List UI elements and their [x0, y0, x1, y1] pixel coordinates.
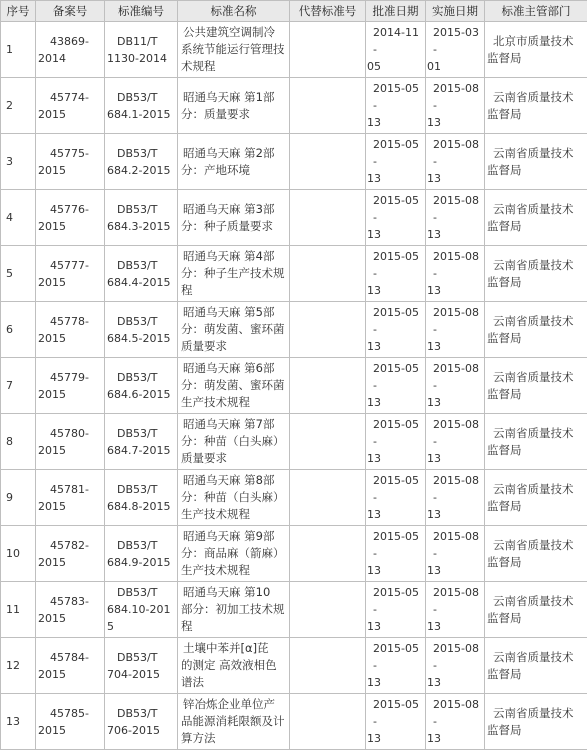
record-number-bottom: 2015	[38, 108, 66, 121]
cell-approval-date	[366, 246, 426, 302]
implementation-date-top: 2015-08-	[427, 640, 481, 674]
department-top: 云南省质量技术	[487, 705, 584, 722]
standard-name-bottom: 分：萌发菌、蜜环菌生产技术规程	[181, 378, 285, 409]
cell-replaced-standard	[290, 134, 366, 190]
table-row	[1, 694, 587, 750]
department-bottom: 监督局	[487, 219, 522, 233]
seq-text: 13	[6, 715, 20, 728]
seq-text: 6	[6, 323, 13, 336]
department-top: 云南省质量技术	[487, 481, 584, 498]
record-number-top: 45776-	[38, 201, 101, 218]
cell-department	[485, 582, 587, 638]
cell-seq	[1, 582, 36, 638]
cell-standard-name	[178, 22, 290, 78]
standard-name-top: 昭通乌天麻 第8部	[181, 472, 286, 489]
implementation-date-top: 2015-08-	[427, 472, 481, 506]
record-number-bottom: 2015	[38, 556, 66, 569]
approval-date-top: 2015-05-	[367, 80, 422, 114]
standard-number-bottom: 704-2015	[107, 668, 160, 681]
implementation-date-top: 2015-08-	[427, 416, 481, 450]
implementation-date-bottom: 13	[427, 508, 441, 521]
approval-date-bottom: 13	[367, 228, 381, 241]
record-number-top: 45775-	[38, 145, 101, 162]
standard-name-bottom: 分：质量要求	[181, 107, 250, 121]
cell-replaced-standard	[290, 78, 366, 134]
table-row	[1, 302, 587, 358]
table-body	[1, 22, 587, 750]
standard-number-bottom: 684.9-2015	[107, 556, 170, 569]
record-number-bottom: 2015	[38, 668, 66, 681]
standard-number-bottom: 684.4-2015	[107, 276, 170, 289]
cell-standard-name	[178, 302, 290, 358]
implementation-date-top: 2015-03-	[427, 24, 481, 58]
record-number-top: 45777-	[38, 257, 101, 274]
standard-number-top: DB53/T	[107, 257, 174, 274]
standard-number-top: DB53/T	[107, 369, 174, 386]
cell-replaced-standard	[290, 470, 366, 526]
cell-standard-number	[105, 246, 178, 302]
cell-implementation-date	[426, 246, 485, 302]
standard-number-top: DB53/T	[107, 537, 174, 554]
standard-number-bottom: 684.8-2015	[107, 500, 170, 513]
cell-approval-date	[366, 134, 426, 190]
standard-number-bottom: 706-2015	[107, 724, 160, 737]
record-number-top: 45774-	[38, 89, 101, 106]
cell-standard-number	[105, 190, 178, 246]
cell-approval-date	[366, 358, 426, 414]
cell-department	[485, 246, 587, 302]
cell-implementation-date	[426, 694, 485, 750]
table-row	[1, 78, 587, 134]
cell-seq	[1, 134, 36, 190]
cell-implementation-date	[426, 414, 485, 470]
approval-date-top: 2015-05-	[367, 192, 422, 226]
approval-date-bottom: 13	[367, 452, 381, 465]
standard-name-bottom: 部分：初加工技术规程	[181, 602, 285, 633]
standard-number-bottom: 684.2-2015	[107, 164, 170, 177]
record-number-top: 45783-	[38, 593, 101, 610]
standard-number-top: DB53/T	[107, 481, 174, 498]
department-top: 云南省质量技术	[487, 313, 584, 330]
cell-approval-date	[366, 414, 426, 470]
implementation-date-bottom: 13	[427, 452, 441, 465]
cell-department	[485, 526, 587, 582]
cell-department	[485, 358, 587, 414]
record-number-bottom: 2015	[38, 164, 66, 177]
department-bottom: 监督局	[487, 667, 522, 681]
implementation-date-bottom: 13	[427, 116, 441, 129]
approval-date-bottom: 13	[367, 116, 381, 129]
cell-standard-number	[105, 694, 178, 750]
seq-text: 1	[6, 43, 13, 56]
cell-seq	[1, 246, 36, 302]
cell-standard-name	[178, 526, 290, 582]
cell-replaced-standard	[290, 22, 366, 78]
cell-standard-name	[178, 414, 290, 470]
standard-name-top: 昭通乌天麻 第5部	[181, 304, 286, 321]
cell-department	[485, 470, 587, 526]
standard-name-bottom: 系统节能运行管理技术规程	[181, 42, 285, 73]
seq-text: 2	[6, 99, 13, 112]
standard-name-bottom: 分：种苗（白头麻）质量要求	[181, 434, 285, 465]
implementation-date-top: 2015-08-	[427, 248, 481, 282]
standard-number-top: DB53/T	[107, 89, 174, 106]
cell-seq	[1, 190, 36, 246]
approval-date-bottom: 13	[367, 676, 381, 689]
cell-record-number	[36, 638, 105, 694]
implementation-date-bottom: 13	[427, 284, 441, 297]
header-record-number: 备案号	[36, 1, 105, 22]
cell-replaced-standard	[290, 694, 366, 750]
approval-date-top: 2015-05-	[367, 248, 422, 282]
standard-name-bottom: 分：产地环境	[181, 163, 250, 177]
standard-name-bottom: 的测定 高效液相色谱法	[181, 658, 277, 689]
cell-record-number	[36, 302, 105, 358]
cell-replaced-standard	[290, 302, 366, 358]
cell-replaced-standard	[290, 246, 366, 302]
seq-text: 7	[6, 379, 13, 392]
cell-implementation-date	[426, 638, 485, 694]
standard-name-bottom: 分：种子生产技术规程	[181, 266, 285, 297]
cell-record-number	[36, 694, 105, 750]
cell-replaced-standard	[290, 638, 366, 694]
standard-name-top: 昭通乌天麻 第6部	[181, 360, 286, 377]
header-implementation-date: 实施日期	[426, 1, 485, 22]
approval-date-top: 2015-05-	[367, 528, 422, 562]
cell-implementation-date	[426, 358, 485, 414]
standard-number-bottom: 1130-2014	[107, 52, 167, 65]
cell-implementation-date	[426, 582, 485, 638]
department-bottom: 监督局	[487, 387, 522, 401]
cell-approval-date	[366, 470, 426, 526]
cell-standard-name	[178, 134, 290, 190]
cell-record-number	[36, 78, 105, 134]
standard-number-bottom: 684.6-2015	[107, 388, 170, 401]
standard-number-top: DB53/T	[107, 201, 174, 218]
standard-number-bottom: 684.5-2015	[107, 332, 170, 345]
approval-date-top: 2015-05-	[367, 696, 422, 730]
standard-number-top: DB53/T	[107, 145, 174, 162]
implementation-date-top: 2015-08-	[427, 528, 481, 562]
approval-date-bottom: 13	[367, 620, 381, 633]
cell-approval-date	[366, 638, 426, 694]
cell-approval-date	[366, 190, 426, 246]
approval-date-bottom: 13	[367, 172, 381, 185]
department-top: 北京市质量技术	[487, 33, 584, 50]
standard-number-bottom: 684.1-2015	[107, 108, 170, 121]
cell-implementation-date	[426, 134, 485, 190]
approval-date-bottom: 13	[367, 508, 381, 521]
seq-text: 9	[6, 491, 13, 504]
cell-record-number	[36, 190, 105, 246]
implementation-date-top: 2015-08-	[427, 304, 481, 338]
approval-date-bottom: 05	[367, 60, 381, 73]
cell-standard-name	[178, 190, 290, 246]
cell-replaced-standard	[290, 190, 366, 246]
cell-department	[485, 302, 587, 358]
record-number-bottom: 2015	[38, 500, 66, 513]
cell-approval-date	[366, 694, 426, 750]
cell-standard-name	[178, 694, 290, 750]
cell-department	[485, 694, 587, 750]
cell-standard-number	[105, 134, 178, 190]
cell-replaced-standard	[290, 526, 366, 582]
implementation-date-bottom: 13	[427, 340, 441, 353]
standard-number-bottom: 684.10-2015	[107, 603, 170, 633]
department-bottom: 监督局	[487, 443, 522, 457]
approval-date-top: 2015-05-	[367, 360, 422, 394]
cell-standard-name	[178, 78, 290, 134]
cell-seq	[1, 638, 36, 694]
standard-name-bottom: 分：萌发菌、蜜环菌质量要求	[181, 322, 285, 353]
cell-seq	[1, 414, 36, 470]
cell-approval-date	[366, 78, 426, 134]
record-number-bottom: 2015	[38, 724, 66, 737]
department-bottom: 监督局	[487, 51, 522, 65]
implementation-date-bottom: 13	[427, 228, 441, 241]
table-row	[1, 470, 587, 526]
cell-standard-name	[178, 358, 290, 414]
cell-standard-number	[105, 470, 178, 526]
table-row	[1, 638, 587, 694]
cell-standard-number	[105, 302, 178, 358]
seq-text: 3	[6, 155, 13, 168]
table-row	[1, 22, 587, 78]
department-bottom: 监督局	[487, 611, 522, 625]
standard-name-bottom: 分：种子质量要求	[181, 219, 273, 233]
approval-date-top: 2015-05-	[367, 472, 422, 506]
department-top: 云南省质量技术	[487, 649, 584, 666]
cell-seq	[1, 526, 36, 582]
cell-record-number	[36, 414, 105, 470]
seq-text: 10	[6, 547, 20, 560]
approval-date-top: 2015-05-	[367, 416, 422, 450]
department-top: 云南省质量技术	[487, 537, 584, 554]
cell-approval-date	[366, 526, 426, 582]
department-bottom: 监督局	[487, 107, 522, 121]
table-row	[1, 246, 587, 302]
cell-seq	[1, 22, 36, 78]
cell-record-number	[36, 470, 105, 526]
implementation-date-bottom: 13	[427, 172, 441, 185]
record-number-top: 45780-	[38, 425, 101, 442]
table-row	[1, 134, 587, 190]
standard-name-top: 昭通乌天麻 第4部	[181, 248, 286, 265]
standard-number-top: DB53/T	[107, 313, 174, 330]
department-bottom: 监督局	[487, 275, 522, 289]
implementation-date-top: 2015-08-	[427, 696, 481, 730]
cell-seq	[1, 358, 36, 414]
cell-implementation-date	[426, 526, 485, 582]
standard-number-top: DB53/T	[107, 584, 174, 601]
cell-record-number	[36, 22, 105, 78]
cell-standard-number	[105, 358, 178, 414]
approval-date-bottom: 13	[367, 732, 381, 745]
table-row	[1, 526, 587, 582]
seq-text: 5	[6, 267, 13, 280]
table-row	[1, 358, 587, 414]
cell-standard-name	[178, 470, 290, 526]
department-top: 云南省质量技术	[487, 257, 584, 274]
seq-text: 11	[6, 603, 20, 616]
department-bottom: 监督局	[487, 163, 522, 177]
record-number-top: 45781-	[38, 481, 101, 498]
header-department: 标准主管部门	[485, 1, 587, 22]
department-top: 云南省质量技术	[487, 425, 584, 442]
cell-department	[485, 638, 587, 694]
cell-approval-date	[366, 582, 426, 638]
header-approval-date: 批准日期	[366, 1, 426, 22]
implementation-date-bottom: 01	[427, 60, 441, 73]
department-top: 云南省质量技术	[487, 89, 584, 106]
standard-name-top: 公共建筑空调制冷	[181, 24, 286, 41]
implementation-date-bottom: 13	[427, 564, 441, 577]
department-bottom: 监督局	[487, 555, 522, 569]
department-top: 云南省质量技术	[487, 145, 584, 162]
record-number-bottom: 2015	[38, 220, 66, 233]
cell-seq	[1, 78, 36, 134]
approval-date-top: 2015-05-	[367, 136, 422, 170]
record-number-bottom: 2015	[38, 332, 66, 345]
seq-text: 8	[6, 435, 13, 448]
record-number-top: 45779-	[38, 369, 101, 386]
approval-date-top: 2014-11-	[367, 24, 422, 58]
department-top: 云南省质量技术	[487, 593, 584, 610]
cell-standard-number	[105, 78, 178, 134]
cell-standard-number	[105, 582, 178, 638]
record-number-top: 45778-	[38, 313, 101, 330]
header-seq: 序号	[1, 1, 36, 22]
cell-seq	[1, 302, 36, 358]
approval-date-bottom: 13	[367, 340, 381, 353]
record-number-top: 45782-	[38, 537, 101, 554]
record-number-bottom: 2015	[38, 276, 66, 289]
implementation-date-top: 2015-08-	[427, 192, 481, 226]
implementation-date-bottom: 13	[427, 676, 441, 689]
standard-name-top: 土壤中苯并[α]芘	[181, 640, 286, 657]
table-row	[1, 190, 587, 246]
approval-date-top: 2015-05-	[367, 304, 422, 338]
department-top: 云南省质量技术	[487, 369, 584, 386]
standard-name-bottom: 品能源消耗限额及计算方法	[181, 714, 285, 745]
cell-department	[485, 134, 587, 190]
seq-text: 4	[6, 211, 13, 224]
implementation-date-top: 2015-08-	[427, 80, 481, 114]
implementation-date-top: 2015-08-	[427, 584, 481, 618]
table-row	[1, 414, 587, 470]
standard-name-top: 昭通乌天麻 第10	[181, 584, 286, 601]
implementation-date-bottom: 13	[427, 396, 441, 409]
cell-approval-date	[366, 302, 426, 358]
standard-name-top: 昭通乌天麻 第1部	[181, 89, 286, 106]
cell-record-number	[36, 134, 105, 190]
implementation-date-bottom: 13	[427, 732, 441, 745]
cell-implementation-date	[426, 190, 485, 246]
cell-replaced-standard	[290, 414, 366, 470]
standard-number-bottom: 684.7-2015	[107, 444, 170, 457]
standard-number-top: DB53/T	[107, 649, 174, 666]
approval-date-top: 2015-05-	[367, 640, 422, 674]
record-number-bottom: 2015	[38, 444, 66, 457]
standard-number-bottom: 684.3-2015	[107, 220, 170, 233]
implementation-date-bottom: 13	[427, 620, 441, 633]
cell-replaced-standard	[290, 358, 366, 414]
cell-department	[485, 22, 587, 78]
standard-name-top: 昭通乌天麻 第3部	[181, 201, 286, 218]
record-number-top: 45785-	[38, 705, 101, 722]
cell-standard-name	[178, 246, 290, 302]
table-header-row	[1, 1, 587, 22]
standard-number-top: DB11/T	[107, 33, 174, 50]
standard-name-top: 昭通乌天麻 第7部	[181, 416, 286, 433]
record-number-top: 43869-	[38, 33, 101, 50]
cell-replaced-standard	[290, 582, 366, 638]
cell-standard-name	[178, 582, 290, 638]
cell-implementation-date	[426, 470, 485, 526]
cell-record-number	[36, 526, 105, 582]
approval-date-bottom: 13	[367, 396, 381, 409]
header-standard-number: 标准编号	[105, 1, 178, 22]
standard-name-top: 锌冶炼企业单位产	[181, 696, 286, 713]
cell-department	[485, 78, 587, 134]
cell-seq	[1, 694, 36, 750]
standard-number-top: DB53/T	[107, 705, 174, 722]
standard-name-top: 昭通乌天麻 第2部	[181, 145, 286, 162]
department-top: 云南省质量技术	[487, 201, 584, 218]
cell-record-number	[36, 358, 105, 414]
implementation-date-top: 2015-08-	[427, 136, 481, 170]
cell-department	[485, 190, 587, 246]
record-number-bottom: 2015	[38, 612, 66, 625]
standard-name-bottom: 分：种苗（白头麻）生产技术规程	[181, 490, 285, 521]
record-number-bottom: 2014	[38, 52, 66, 65]
cell-standard-name	[178, 638, 290, 694]
standard-name-top: 昭通乌天麻 第9部	[181, 528, 286, 545]
cell-approval-date	[366, 22, 426, 78]
cell-record-number	[36, 246, 105, 302]
table-row	[1, 582, 587, 638]
implementation-date-top: 2015-08-	[427, 360, 481, 394]
cell-record-number	[36, 582, 105, 638]
standard-number-top: DB53/T	[107, 425, 174, 442]
cell-standard-number	[105, 526, 178, 582]
department-bottom: 监督局	[487, 723, 522, 737]
approval-date-top: 2015-05-	[367, 584, 422, 618]
cell-standard-number	[105, 22, 178, 78]
cell-standard-number	[105, 638, 178, 694]
cell-seq	[1, 470, 36, 526]
department-bottom: 监督局	[487, 499, 522, 513]
department-bottom: 监督局	[487, 331, 522, 345]
seq-text: 12	[6, 659, 20, 672]
cell-implementation-date	[426, 22, 485, 78]
record-number-bottom: 2015	[38, 388, 66, 401]
header-standard-name: 标准名称	[178, 1, 290, 22]
cell-implementation-date	[426, 302, 485, 358]
approval-date-bottom: 13	[367, 564, 381, 577]
standard-name-bottom: 分：商品麻（箭麻）生产技术规程	[181, 546, 285, 577]
cell-implementation-date	[426, 78, 485, 134]
cell-department	[485, 414, 587, 470]
record-number-top: 45784-	[38, 649, 101, 666]
header-replaced-standard: 代替标准号	[290, 1, 366, 22]
approval-date-bottom: 13	[367, 284, 381, 297]
cell-standard-number	[105, 414, 178, 470]
